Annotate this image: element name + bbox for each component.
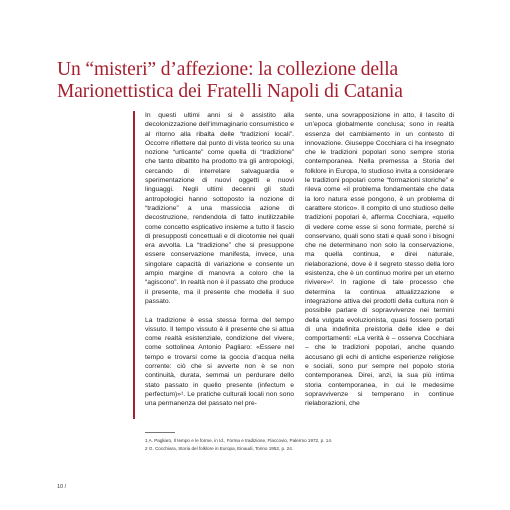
footnote-1: 1 A. Pagliaro, Il tempo e le forme, in Id., Forma e tradizione, Flaccovio, Palermo 1972, p. 14. <box>145 438 333 443</box>
text-column-right <box>305 111 454 409</box>
paragraph: In questi ultimi anni si è assistito alla decolonizzazione dell’immaginario consumistico e al ritorno alla ribalta delle “tradizioni locali”. Occorre riflettere dal punto di vista teorico su una nozione “urticante” come quella di “tradizione” che tanto dibattito ha prodotto tra gli antropologi, cercando di interrelare salvaguardia e sperimentazione di nuovi oggetti e nuovi linguaggi. Negli ultimi decenni gli studi antropologici hanno sottoposto la nozione di “tradizione” a una massiccia azione di decostruzione, rendendola di fatto inutilizzabile come concetto esplicativo insieme a tutto il fascio di presupposti concettuali e di dicotomie nei quali era avvolta. La “tradizione” che si presuppone essere conservazione manifesta, invece, una singolare capacità di variazione e consente un ampio margine di manovra a coloro che la “agiscono”. In realtà non è il passato che produce il presente, ma il presente che modella il suo passato. <box>145 112 294 305</box>
page-number: 10 / <box>57 484 67 490</box>
margin-rule <box>133 111 135 419</box>
footnotes <box>145 437 475 453</box>
footnote-2: 2 G. Cocchiara, Storia del folklore in Europa, Einaudi, Torino 1952, p. 24. <box>145 446 294 451</box>
chapter-title: Un “misteri” d’affezione: la collezione della Marionettistica dei Fratelli Napoli di Catania <box>57 59 403 102</box>
paragraph: La tradizione è essa stessa forma del tempo vissuto. Il tempo vissuto è il presente che si attua come realtà esistenziale, condizione del vivere, come sottolinea Antonio Pagliaro: «Essere nel tempo e trovarsi come la goccia d’acqua nella corrente: ciò che si avverte non è se non continuità, durata, semmai un perdurare dello stato passato in quello presente (infectum e perfectum)»¹. Le pratiche culturali locali non sono una permanenza del passato nel pre- <box>145 316 294 408</box>
footnote-divider <box>145 432 175 433</box>
paragraph: sente, una sovrapposizione in atto, il lascito di un’epoca globalmente conclusa; sono in realtà essenza del cambiamento in un contesto di innovazione. Giuseppe Cocchiara ci ha insegnato che le tradizioni popolari sono sempre storia contemporanea. Nella premessa a Storia del folklore in Europa, lo studioso invita a considerare le tradizioni popolari come “formazioni storiche” e rileva come «il problema fondamentale che data la loro natura esse pongono, è un problema di carattere storico». Il compito di uno studioso delle tradizioni popolari è, afferma Cocchiara, «quello di vedere come esse si sono formate, perché si conservano, quali sono stati e quali sono i bisogni che ne determinano non solo la conservazione, ma quella continua, e direi naturale, rielaborazione, dove è il segreto stesso della loro esistenza, che è un continuo morire per un eterno rivivere»². In ragione di tale processo che determina la continua attualizzazione e integrazione attiva dei prodotti della cultura non è possibile parlare di sopravvivenze nei termini della vulgata evoluzionista, quasi fossero portati di una indefinita preistoria delle idee e dei comportamenti: «La verità è – osserva Cocchiara – che le tradizioni popolari, anche quando accusano gli echi di antiche esperienze religiose e sociali, sono pur sempre nel popolo storia contemporanea. Direi, anzi, la sua più intima storia contemporanea, in cui le medesime sopravvivenze si temperano in continue rielaborazioni, che <box>305 112 454 408</box>
text-column-left <box>145 111 294 409</box>
